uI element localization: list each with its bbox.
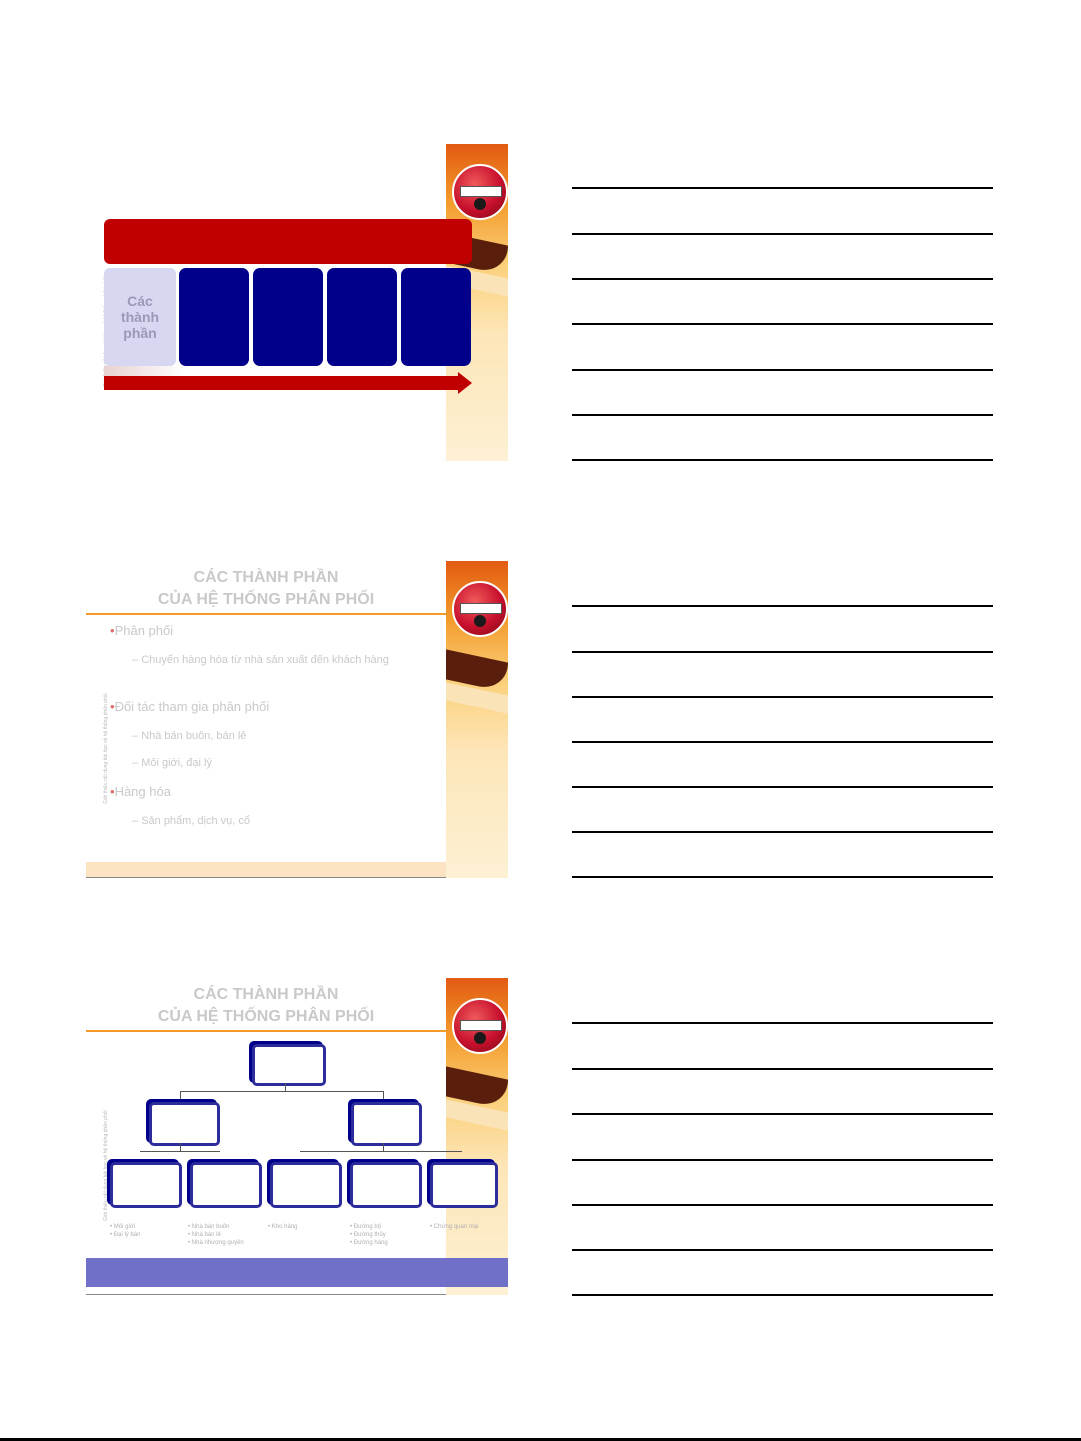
component-box-3 [327,268,397,366]
note-line [572,831,993,833]
globe-logo-icon [452,581,508,637]
title-underline [86,613,446,615]
slide-2 [86,561,508,878]
org-level2-box-left [149,1102,220,1146]
note-line [572,369,993,371]
leaf-note-3: • Kho hàng [268,1224,298,1230]
leaf-note-4: • Đường bộ • Đường thủy • Đường hàng [350,1224,388,1246]
bullet-item: •Hàng hóa [110,784,171,799]
org-connector [383,1091,384,1101]
component-box-4 [401,268,471,366]
note-line [572,605,993,607]
bullet-item: •Phân phối [110,623,174,638]
note-line [572,233,993,235]
note-line [572,1249,993,1251]
sub-bullet-item: – Sản phẩm, dịch vụ, cổ [132,815,251,827]
slide-title-line-2: CỦA HỆ THỐNG PHÂN PHỐI [157,591,375,608]
slide-title-line-1: CÁC THÀNH PHẦN [193,569,339,586]
sub-bullet-item: – Chuyển hàng hóa từ nhà sản xuất đến khách hàng [132,654,389,666]
note-line [572,323,993,325]
org-connector [180,1091,383,1092]
slide-1 [86,144,508,461]
sub-bullet-item: – Nhà bán buôn, bán lẻ [132,730,247,742]
org-leaf-box-2 [190,1162,262,1208]
org-connector [180,1143,181,1151]
banner-stripe [446,1099,508,1130]
components-label: Các thành phần [104,268,176,366]
note-line [572,786,993,788]
org-connector [140,1151,220,1152]
globe-logo-icon [452,998,508,1054]
org-leaf-box-5 [430,1162,498,1208]
note-line [572,1022,993,1024]
flow-arrow [104,376,460,390]
slide-bottom-border [86,877,446,878]
org-leaf-box-1 [110,1162,182,1208]
header-red-bar [104,219,472,264]
bullet-item: •Đối tác tham gia phân phối [110,699,270,714]
title-underline [86,1030,446,1032]
side-vertical-text: Giới thiệu nội dung bài học về hệ thống phân phối [103,693,109,804]
slide-side-banner [446,561,508,878]
flow-arrow-head-icon [458,372,472,394]
banner-stripe [446,682,508,713]
org-connector [285,1083,286,1091]
globe-logo-icon [452,164,508,220]
slide-bottom-border [86,1294,446,1295]
slide-title-line-2: CỦA HỆ THỐNG PHÂN PHỐI [157,1008,375,1025]
note-line [572,696,993,698]
component-box-2 [253,268,323,366]
slide-title-line-1: CÁC THÀNH PHẦN [193,986,339,1003]
sub-bullet-item: – Môi giới, đại lý [132,757,212,769]
slide-3 [86,978,508,1295]
note-line [572,1159,993,1161]
side-vertical-text: Giới thiệu nội dung bài học về hệ thống phân phối [103,1110,109,1221]
slide-footer-band [86,862,446,878]
org-connector [180,1091,181,1101]
slide-side-banner [446,978,508,1295]
note-line [572,459,993,461]
org-level2-box-right [351,1102,422,1146]
org-connector [383,1143,384,1151]
slide-footer-band [86,1258,508,1287]
note-line [572,876,993,878]
leaf-note-5: • Chứng quan mại [430,1224,479,1230]
component-box-1 [179,268,249,366]
note-line [572,1113,993,1115]
note-line [572,741,993,743]
org-leaf-box-3 [270,1162,342,1208]
note-line [572,1294,993,1296]
note-line [572,651,993,653]
note-line [572,414,993,416]
org-connector [300,1151,462,1152]
org-leaf-box-4 [350,1162,422,1208]
leaf-note-2: • Nhà bán buôn • Nhà bán lẻ • Nhà nhượng quyền [188,1224,244,1246]
leaf-note-1: • Môi giới • Đại lý bán [110,1224,141,1238]
note-line [572,1068,993,1070]
note-line [572,187,993,189]
org-root-box [252,1044,326,1086]
note-line [572,1204,993,1206]
note-line [572,278,993,280]
